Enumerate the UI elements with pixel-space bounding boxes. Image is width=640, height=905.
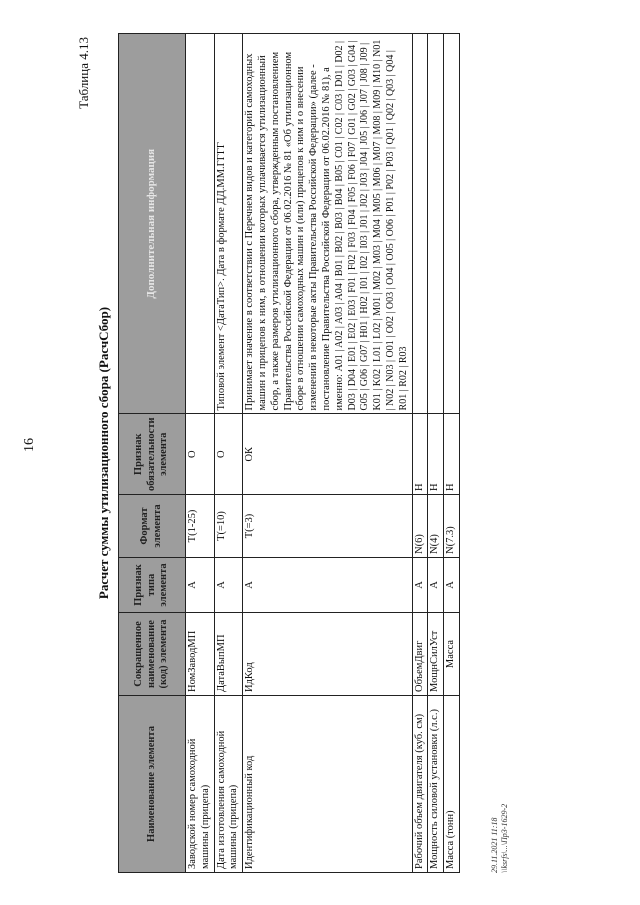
code-list: A01 | A02 | A03 | A04 | B01 | B02 | B03 | B04 | B05 | C01 | C02 | C03 | D01 | D02 | D03 | D04 | E01 | E02 | E03 | F01 | F02 | F03 | F04 | F05 | F06 | F07 | G01 | G02 | G03 | G04 | G05 | G06 | G07 | H01 | H02 | I01 | I02 | I03 | J01 | J02 | J03 | J04 | J05 | J06 | J07 | J08 | J09 | K01 | K02 | L01 | L02 | M01 | M02 | M03 | M04 | M05 | M06 | M07 | M08 | M09 | M10 | N01 | N02 | N03 | O01 | O02 | O03 | O04 | O05 | O06 | P01 | P02 | P03 | Q01 | Q02 | Q03 | Q04 | R01 | R02 | R03 bbox=[333, 39, 409, 411]
table-row bbox=[412, 34, 428, 873]
cell-info bbox=[428, 34, 444, 414]
table-row bbox=[243, 34, 412, 873]
cell-info bbox=[412, 34, 428, 414]
header-required: Признак обязательности элемента bbox=[119, 414, 186, 495]
cell-type: А bbox=[412, 558, 428, 613]
cell-required: О bbox=[186, 414, 215, 495]
cell-code: Масса bbox=[444, 613, 460, 696]
cell-required: Н bbox=[444, 414, 460, 495]
cell-name: Идентификационный код bbox=[243, 696, 412, 873]
cell-type: А bbox=[428, 558, 444, 613]
header-type: Признак типа элемента bbox=[119, 558, 186, 613]
cell-name: Дата изготовления самоходной машины (прицепа) bbox=[214, 696, 243, 873]
header-row bbox=[119, 34, 186, 873]
data-table bbox=[118, 33, 460, 873]
cell-format: N(4) bbox=[428, 495, 444, 558]
cell-required: О bbox=[214, 414, 243, 495]
cell-name: Масса (тонн) bbox=[444, 696, 460, 873]
cell-code: МощнСилУст bbox=[428, 613, 444, 696]
rotated-page-content bbox=[72, 33, 542, 873]
cell-required: Н bbox=[412, 414, 428, 495]
table-row bbox=[186, 34, 215, 873]
cell-required: Н bbox=[428, 414, 444, 495]
footer-stamp bbox=[490, 804, 509, 873]
cell-name: Заводской номер самоходной машины (прицепа) bbox=[186, 696, 215, 873]
cell-code: ДатаВыпМП bbox=[214, 613, 243, 696]
cell-format: T(=3) bbox=[243, 495, 412, 558]
cell-type: А bbox=[243, 558, 412, 613]
table-row bbox=[428, 34, 444, 873]
cell-info bbox=[444, 34, 460, 414]
cell-info bbox=[186, 34, 215, 414]
cell-type: А bbox=[186, 558, 215, 613]
table-caption: Таблица 4.13 bbox=[76, 37, 91, 109]
header-name: Наименование элемента bbox=[119, 696, 186, 873]
table-row bbox=[214, 34, 243, 873]
header-format: Формат элемента bbox=[119, 495, 186, 558]
cell-info: Типовой элемент <ДатаТип>. Дата в формате ДД.ММ.ГГГГ bbox=[214, 34, 243, 414]
cell-name: Мощность силовой установки (л.с.) bbox=[428, 696, 444, 873]
cell-format: N(6) bbox=[412, 495, 428, 558]
cell-format: T(1-25) bbox=[186, 495, 215, 558]
cell-type: А bbox=[444, 558, 460, 613]
header-info: Дополнительная информация bbox=[119, 34, 186, 414]
table-row bbox=[444, 34, 460, 873]
cell-required: ОК bbox=[243, 414, 412, 495]
table-title: Расчет суммы утилизационного сбора (РасчСбор) bbox=[96, 306, 111, 600]
cell-code: НомЗаводМП bbox=[186, 613, 215, 696]
cell-code: ИдКод bbox=[243, 613, 412, 696]
stamp-path: \\ksrfs\...\Пр3-1629-2 bbox=[499, 803, 509, 873]
cell-name: Рабочий объем двигателя (куб. см) bbox=[412, 696, 428, 873]
cell-format: T(=10) bbox=[214, 495, 243, 558]
stamp-date: 29.11.2021 11:18 bbox=[490, 817, 499, 873]
cell-format: N(7.3) bbox=[444, 495, 460, 558]
cell-type: А bbox=[214, 558, 243, 613]
header-code: Сокращенное наименование (код) элемента bbox=[119, 613, 186, 696]
cell-info bbox=[243, 34, 412, 414]
page-number: 16 bbox=[22, 438, 37, 452]
cell-code: ОбъемДвиг bbox=[412, 613, 428, 696]
info-text: Принимает значение в соответствии с Перечнем видов и категорий самоходных машин и прицепов к ним, в отношении которых уплачивается утилизационный сбор, а также размеров утилизационного сбора, утвержденным постановлением Правительства Российской Федерации от 06.02.2016 № 81 «Об утилизационном сборе в отношении самоходных машин и (или) прицепов к ним и о внесении изменений в некоторые акты Правительства Российской Федерации» (далее - постановление Правительства Российской Федерации от 06.02.2016 № 81), а именно: bbox=[244, 51, 345, 411]
